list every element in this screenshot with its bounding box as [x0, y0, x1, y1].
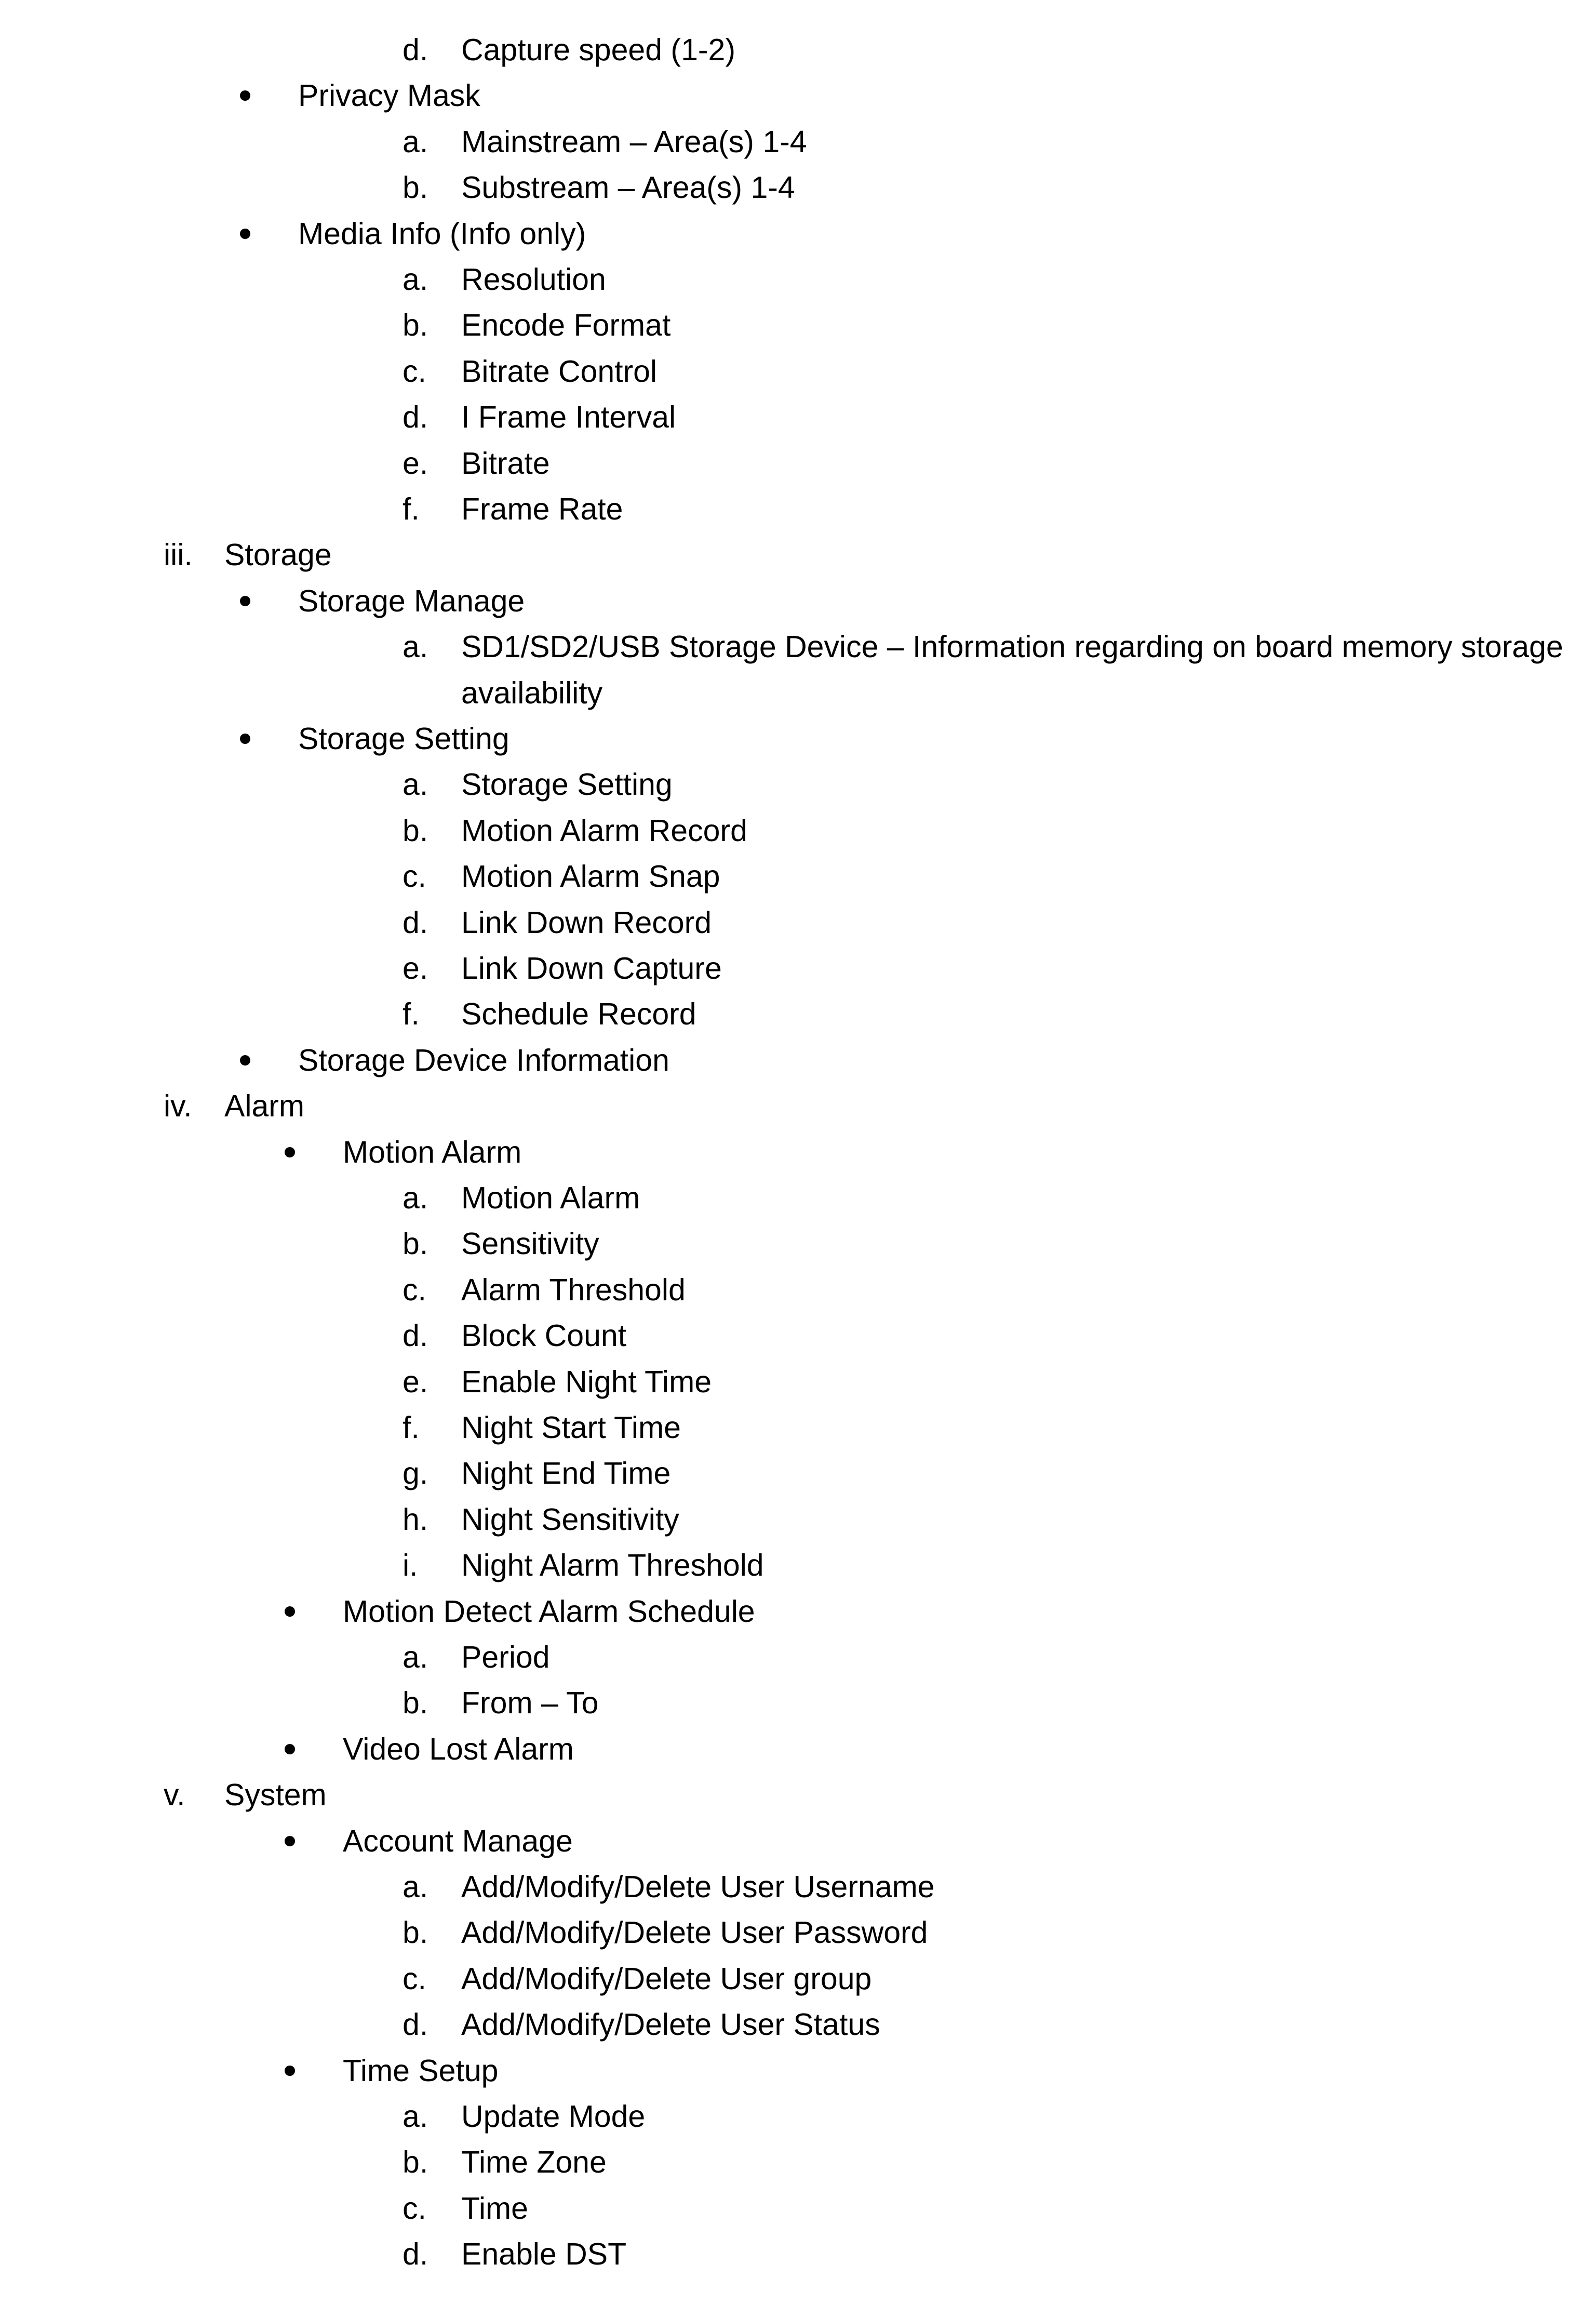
item-text: Add/Modify/Delete User Username — [461, 1870, 935, 1904]
item-text: Alarm — [224, 1089, 305, 1123]
item-text: Add/Modify/Delete User group — [461, 1962, 872, 1996]
letter-marker: e. — [403, 1365, 428, 1399]
item-text: Add/Modify/Delete User Status — [461, 2007, 880, 2042]
item-text: Time Setup — [343, 2054, 499, 2088]
bullet-icon — [285, 1836, 295, 1846]
item-text: Alarm Threshold — [461, 1273, 686, 1307]
letter-marker: d. — [403, 400, 428, 434]
item-text: Resolution — [461, 262, 606, 297]
letter-marker: e. — [403, 446, 428, 481]
bullet-icon — [285, 1147, 295, 1157]
letter-marker: c. — [403, 2191, 426, 2226]
letter-marker: c. — [403, 354, 426, 389]
letter-marker: a. — [403, 2099, 428, 2134]
letter-marker: b. — [403, 1686, 428, 1720]
letter-marker: d. — [403, 2007, 428, 2042]
item-text: Capture speed (1-2) — [461, 33, 736, 67]
item-text: Privacy Mask — [298, 78, 480, 113]
item-text: Motion Detect Alarm Schedule — [343, 1594, 755, 1629]
letter-marker: d. — [403, 905, 428, 940]
item-text: Storage Setting — [461, 767, 673, 802]
roman-numeral: iv. — [164, 1089, 192, 1123]
item-text: Time — [461, 2191, 528, 2226]
bullet-icon — [240, 734, 250, 744]
item-text: Link Down Capture — [461, 951, 722, 985]
bullet-icon — [285, 2066, 295, 2076]
item-text: Bitrate Control — [461, 354, 658, 389]
letter-marker: d. — [403, 1319, 428, 1353]
letter-marker: b. — [403, 1227, 428, 1261]
item-text: Storage Device Information — [298, 1043, 669, 1077]
item-text: Motion Alarm Record — [461, 814, 747, 848]
letter-marker: d. — [403, 2237, 428, 2271]
letter-marker: b. — [403, 1915, 428, 1950]
item-text: Motion Alarm — [343, 1135, 522, 1169]
letter-marker: d. — [403, 33, 428, 67]
roman-numeral: iii. — [164, 538, 193, 572]
letter-marker: g. — [403, 1456, 428, 1490]
item-text: System — [224, 1778, 327, 1812]
letter-marker: a. — [403, 767, 428, 802]
item-text: availability — [461, 676, 603, 710]
letter-marker: h. — [403, 1502, 428, 1537]
letter-marker: i. — [403, 1548, 418, 1582]
item-text: I Frame Interval — [461, 400, 676, 434]
item-text: Mainstream – Area(s) 1-4 — [461, 125, 807, 159]
item-text: Encode Format — [461, 308, 671, 342]
letter-marker: a. — [403, 262, 428, 297]
bullet-icon — [240, 1055, 250, 1066]
item-text: Storage Manage — [298, 584, 525, 618]
letter-marker: b. — [403, 308, 428, 342]
item-text: Schedule Record — [461, 997, 696, 1031]
item-text: Link Down Record — [461, 905, 712, 940]
bullet-icon — [240, 90, 250, 101]
item-text: Enable DST — [461, 2237, 627, 2271]
letter-marker: b. — [403, 2145, 428, 2179]
item-text: Bitrate — [461, 446, 550, 481]
item-text: Night End Time — [461, 1456, 671, 1490]
item-text: Substream – Area(s) 1-4 — [461, 170, 795, 205]
letter-marker: f. — [403, 492, 420, 526]
letter-marker: b. — [403, 170, 428, 205]
item-text: Video Lost Alarm — [343, 1732, 574, 1766]
letter-marker: c. — [403, 859, 426, 894]
bullet-icon — [285, 1606, 295, 1617]
item-text: SD1/SD2/USB Storage Device – Information regarding on board memory storage — [461, 630, 1563, 664]
item-text: Storage Setting — [298, 722, 509, 756]
item-text: Account Manage — [343, 1824, 573, 1858]
item-text: Period — [461, 1640, 550, 1674]
item-text: Update Mode — [461, 2099, 646, 2134]
item-text: Motion Alarm Snap — [461, 859, 720, 894]
roman-numeral: v. — [164, 1778, 185, 1812]
letter-marker: b. — [403, 814, 428, 848]
bullet-icon — [240, 596, 250, 606]
item-text: Night Alarm Threshold — [461, 1548, 764, 1582]
letter-marker: a. — [403, 1181, 428, 1215]
letter-marker: a. — [403, 630, 428, 664]
item-text: Frame Rate — [461, 492, 623, 526]
letter-marker: a. — [403, 125, 428, 159]
item-text: Motion Alarm — [461, 1181, 640, 1215]
letter-marker: a. — [403, 1870, 428, 1904]
letter-marker: f. — [403, 1410, 420, 1445]
letter-marker: a. — [403, 1640, 428, 1674]
letter-marker: f. — [403, 997, 420, 1031]
item-text: Block Count — [461, 1319, 627, 1353]
letter-marker: c. — [403, 1273, 426, 1307]
letter-marker: e. — [403, 951, 428, 985]
item-text: Time Zone — [461, 2145, 607, 2179]
item-text: Night Start Time — [461, 1410, 681, 1445]
letter-marker: c. — [403, 1962, 426, 1996]
bullet-icon — [240, 229, 250, 239]
item-text: Sensitivity — [461, 1227, 599, 1261]
item-text: Night Sensitivity — [461, 1502, 679, 1537]
item-text: Add/Modify/Delete User Password — [461, 1915, 928, 1950]
item-text: Enable Night Time — [461, 1365, 712, 1399]
item-text: From – To — [461, 1686, 599, 1720]
item-text: Media Info (Info only) — [298, 217, 586, 251]
item-text: Storage — [224, 538, 332, 572]
bullet-icon — [285, 1744, 295, 1754]
